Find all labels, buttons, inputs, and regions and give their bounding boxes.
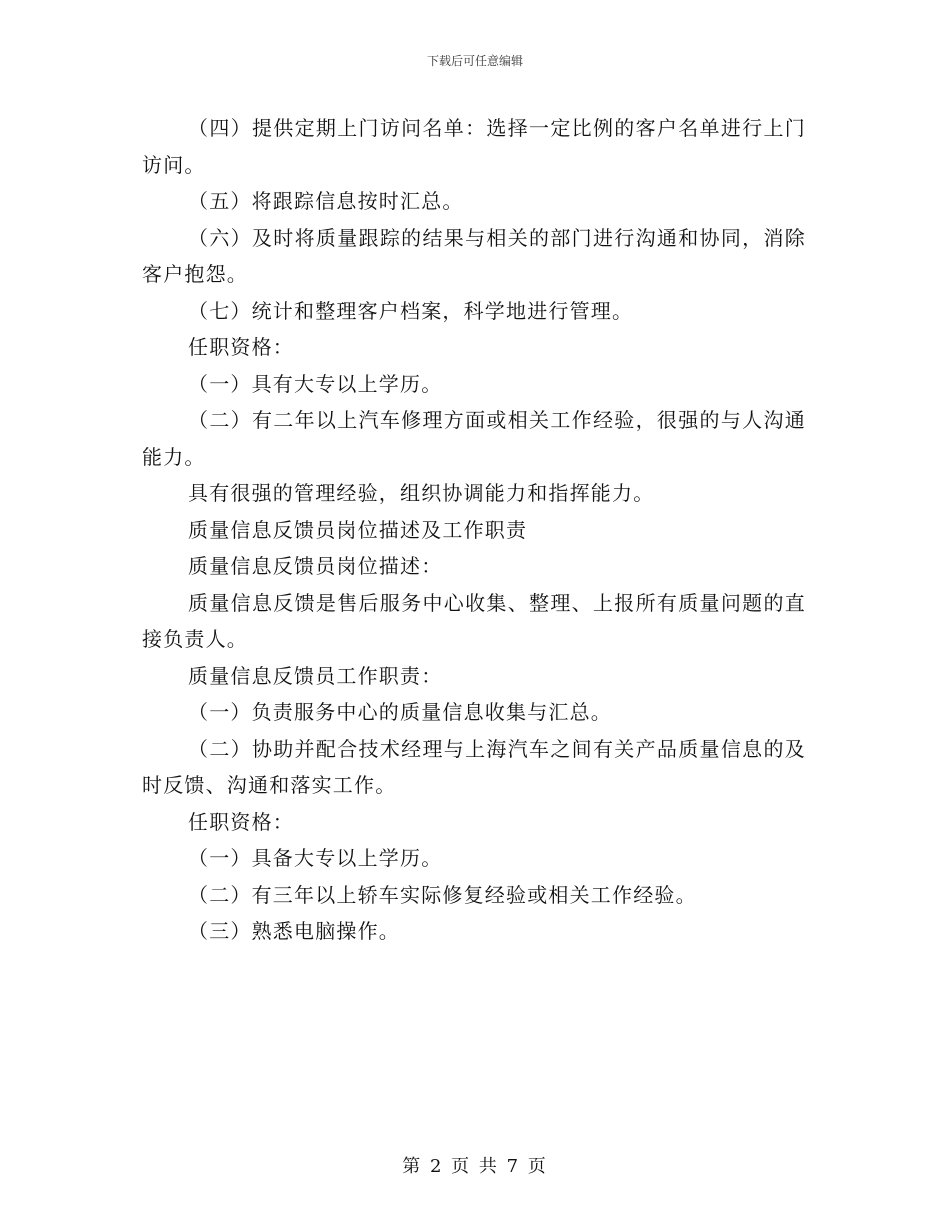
paragraph: 质量信息反馈是售后服务中心收集、整理、上报所有质量问题的直接负责人。 (142, 590, 806, 651)
paragraph: （一）负责服务中心的质量信息收集与汇总。 (188, 700, 612, 724)
section-heading: 质量信息反馈员工作职责： (188, 663, 443, 688)
paragraph: 具有很强的管理经验，组织协调能力和指挥能力。 (188, 481, 655, 505)
page-header: 下载后可任意编辑 (426, 54, 523, 68)
section-title: 质量信息反馈员岗位描述及工作职责 (188, 517, 528, 542)
paragraph: （五）将跟踪信息按时汇总。 (188, 189, 464, 213)
paragraph: （一）具备大专以上学历。 (188, 846, 443, 870)
paragraph: （一）具有大专以上学历。 (188, 371, 443, 396)
paragraph: （二）协助并配合技术经理与上海汽车之间有关产品质量信息的及时反馈、沟通和落实工作。 (142, 736, 806, 797)
paragraph: （三）熟悉电脑操作。 (188, 919, 400, 943)
paragraph: （二）有三年以上轿车实际修复经验或相关工作经验。 (188, 882, 697, 907)
paragraph: （七）统计和整理客户档案，科学地进行管理。 (188, 298, 634, 323)
document-body (142, 110, 806, 950)
paragraph: （四）提供定期上门访问名单：选择一定比例的客户名单进行上门访问。 (142, 116, 806, 177)
section-heading: 任职资格： (188, 335, 294, 359)
section-heading: 质量信息反馈员岗位描述： (188, 554, 443, 578)
paragraph: （二）有二年以上汽车修理方面或相关工作经验，很强的与人沟通能力。 (142, 408, 806, 469)
section-heading: 任职资格： (188, 809, 294, 834)
paragraph: （六）及时将质量跟踪的结果与相关的部门进行沟通和协同，消除客户抱怨。 (142, 225, 806, 286)
page-number: 第 2 页 共 7 页 (402, 1156, 548, 1177)
